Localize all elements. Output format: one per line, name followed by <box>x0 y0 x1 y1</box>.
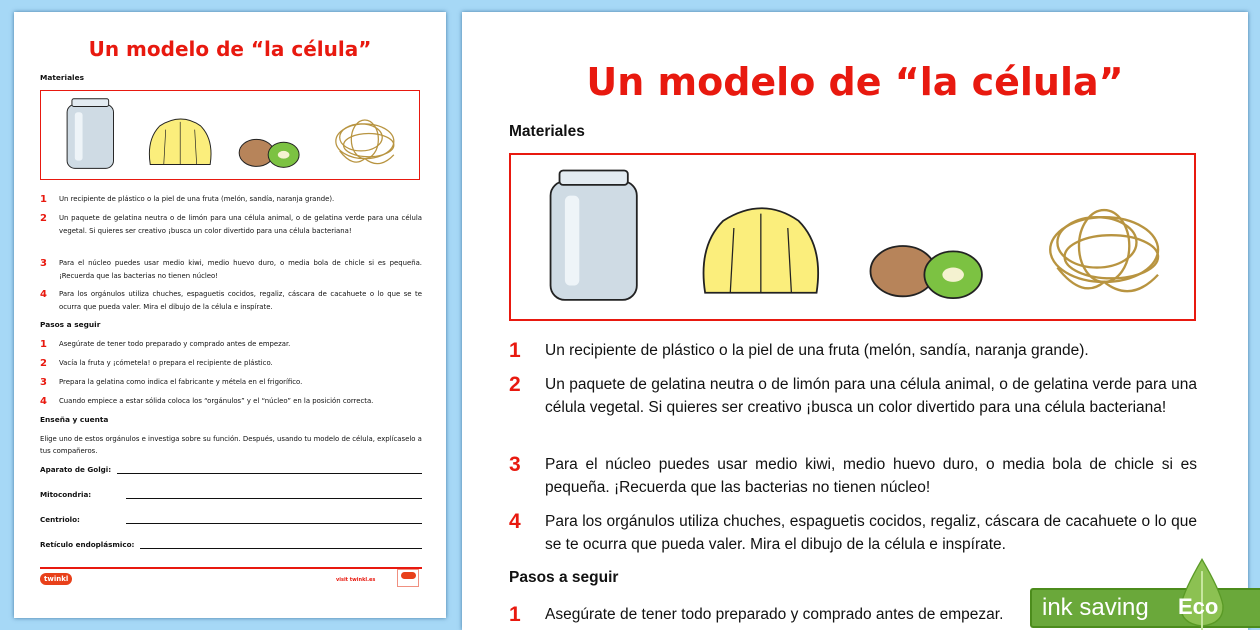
eco-label: Eco <box>1178 594 1219 619</box>
field-golgi: Aparato de Golgi: <box>40 465 422 474</box>
kiwi-image <box>870 246 981 298</box>
jar-image <box>67 99 113 169</box>
answer-line[interactable] <box>117 466 422 474</box>
worksheet-zoomed <box>462 12 1248 630</box>
step-item: 3 Prepara la gelatina como indica el fabricante y métela en el frigorífico. <box>40 377 303 388</box>
answer-line[interactable] <box>126 516 422 524</box>
spaghetti-image <box>1050 210 1158 291</box>
jelly-image <box>149 119 211 164</box>
materials-item: 2 Un paquete de gelatina neutra o de limón para una célula animal, o de gelatina verde para una célula vegetal. Si quieres ser creativo ¡busca un color divertido para una célula bacteriana! <box>40 213 422 235</box>
materials-images-box <box>509 153 1196 321</box>
steps-heading: Pasos a seguir <box>509 569 619 586</box>
materials-item: 4 Para los orgánulos utiliza chuches, espaguetis cocidos, regaliz, cáscara de cacahuete o lo que se te ocurra que pueda valer. Mira el dibujo de la célula e inspírate. <box>40 289 422 311</box>
worksheet <box>14 12 446 618</box>
teach-heading: Enseña y cuenta <box>40 415 109 424</box>
worksheet-thumbnail[interactable] <box>14 12 446 618</box>
spaghetti-image <box>336 120 394 164</box>
footer-divider <box>40 567 422 569</box>
materials-item: 4 Para los orgánulos utiliza chuches, espaguetis cocidos, regaliz, cáscara de cacahuete o lo que se te ocurra que pueda valer. Mira el dibujo de la célula e inspírate. <box>509 510 1197 553</box>
materials-heading: Materiales <box>509 123 585 140</box>
jelly-image <box>704 208 819 292</box>
materials-item: 1 Un recipiente de plástico o la piel de una fruta (melón, sandía, naranja grande). <box>40 194 335 205</box>
worksheet-title: Un modelo de “la célula” <box>586 60 1124 104</box>
step-item: 2 Vacía la fruta y ¡cómetela! o prepara el recipiente de plástico. <box>40 358 273 369</box>
field-mitocondria: Mitocondria: <box>40 490 422 499</box>
ink-saving-label: ink saving <box>1042 594 1149 621</box>
answer-line[interactable] <box>126 491 422 499</box>
worksheet-preview <box>462 12 1248 630</box>
materials-heading: Materiales <box>40 73 84 82</box>
materials-item: 3 Para el núcleo puedes usar medio kiwi, medio huevo duro, o media bola de chicle si es pequeña. ¡Recuerda que las bacterias no tienen núcleo! <box>40 258 422 280</box>
teach-text: Elige uno de estos orgánulos e investiga sobre su función. Después, usando tu modelo de célula, explícaselo a tus compañeros. <box>40 435 422 455</box>
materials-item: 3 Para el núcleo puedes usar medio kiwi, medio huevo duro, o media bola de chicle si es pequeña. ¡Recuerda que las bacterias no tienen núcleo! <box>509 453 1197 496</box>
field-centriolo: Centriolo: <box>40 515 422 524</box>
step-item: 4 Cuando empiece a estar sólida coloca los “orgánulos” y el “núcleo” en la posición correcta. <box>40 396 374 407</box>
answer-line[interactable] <box>140 541 422 549</box>
materials-item: 1 Un recipiente de plástico o la piel de una fruta (melón, sandía, naranja grande). <box>509 339 1089 362</box>
step-item: 1 Asegúrate de tener todo preparado y comprado antes de empezar. <box>40 339 291 350</box>
worksheet-title: Un modelo de “la célula” <box>88 37 372 61</box>
steps-heading: Pasos a seguir <box>40 320 101 329</box>
materials-images-box <box>40 90 420 180</box>
materials-item: 2 Un paquete de gelatina neutra o de limón para una célula animal, o de gelatina verde para una célula vegetal. Si quieres ser creativo ¡busca un color divertido para una célula bacteriana! <box>509 373 1197 416</box>
twinkl-badge-icon <box>397 569 419 587</box>
field-reticulo: Retículo endoplásmico: <box>40 540 422 549</box>
jar-image <box>551 170 637 299</box>
visit-link[interactable]: visit twinkl.es <box>336 577 376 583</box>
kiwi-image <box>239 139 299 167</box>
twinkl-logo: twinkl <box>40 573 72 585</box>
step-item: 1 Asegúrate de tener todo preparado y comprado antes de empezar. <box>509 603 1004 626</box>
